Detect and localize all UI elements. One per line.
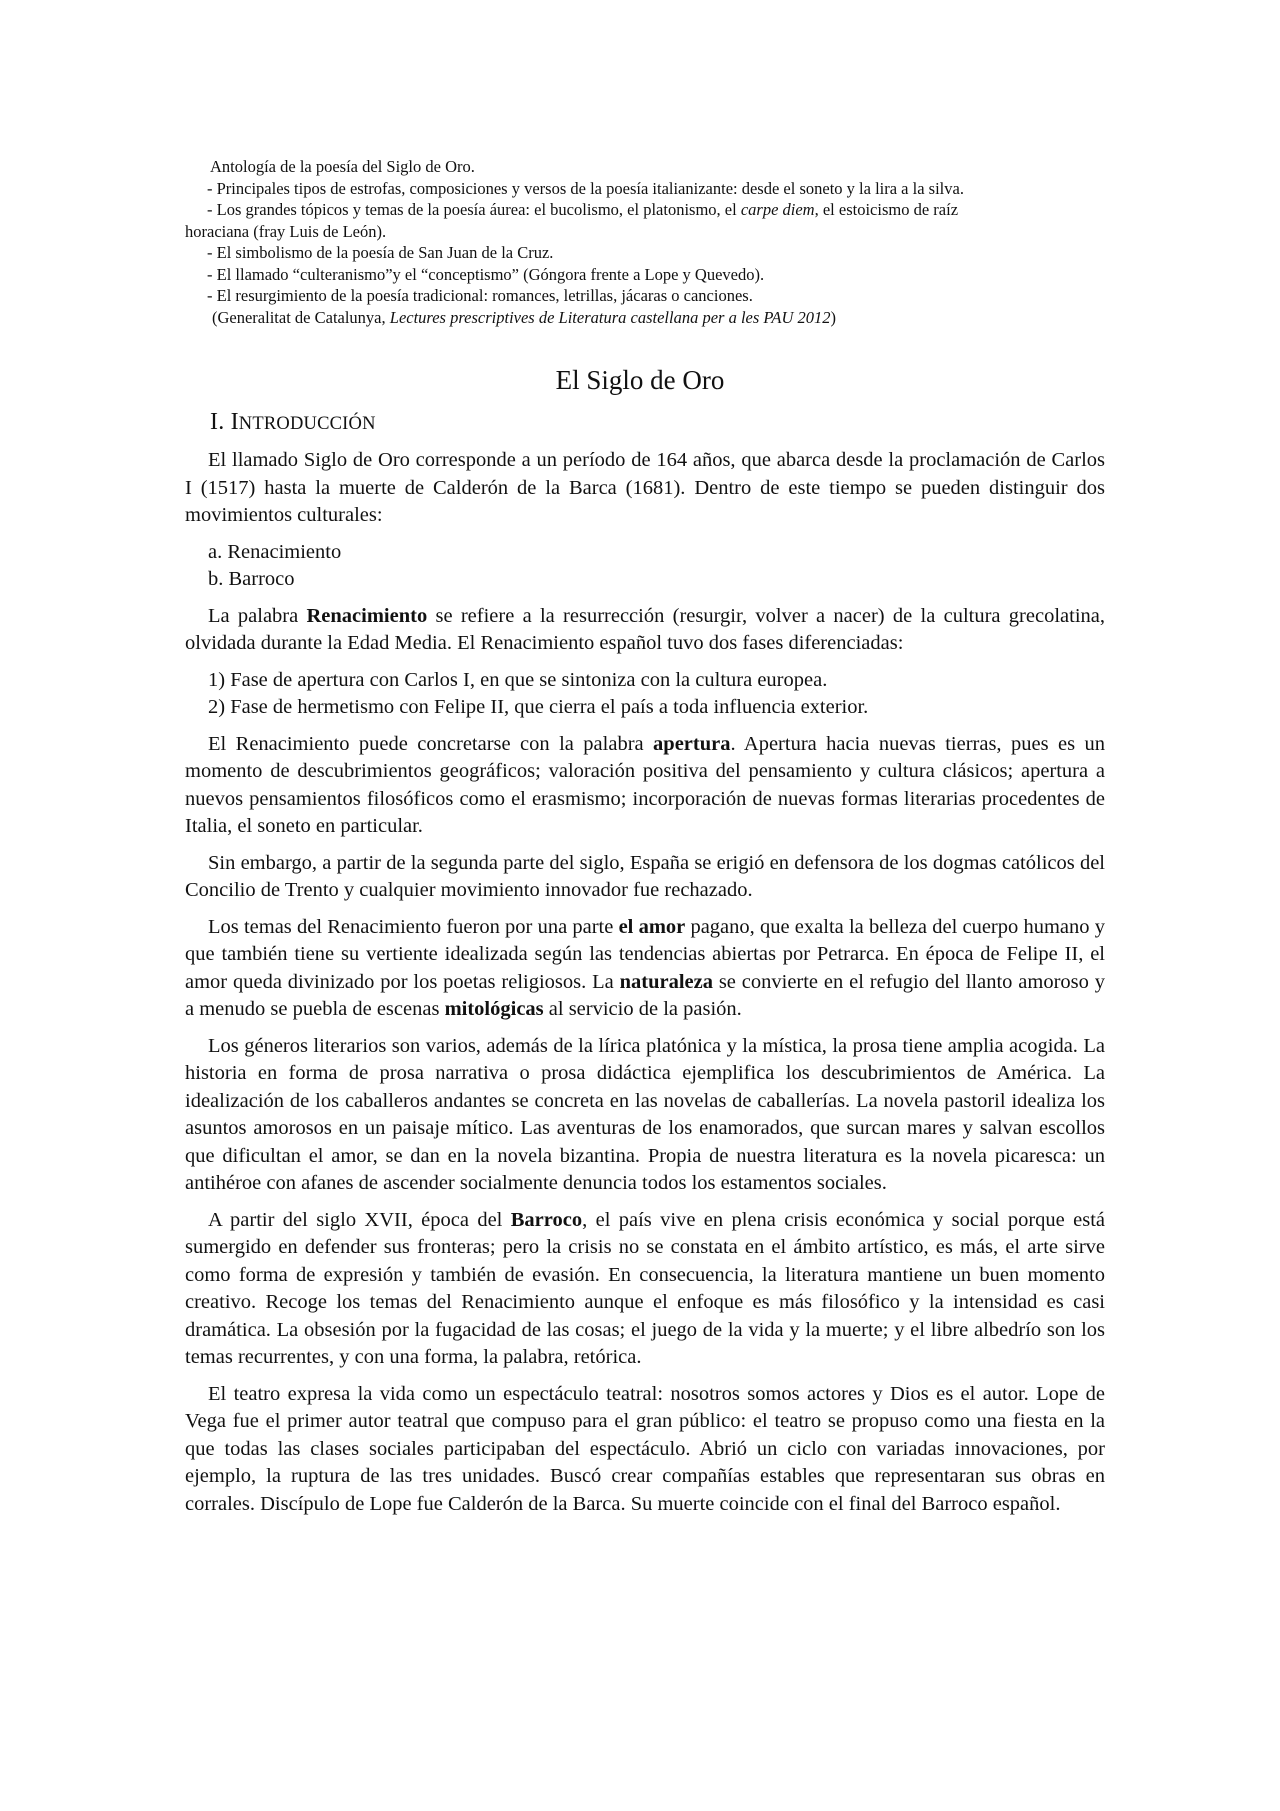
reading-list-item: - El llamado “culteranismo”y el “conceptismo” (Góngora frente a Lope y Quevedo). <box>207 264 765 284</box>
reading-list-title: Antología de la poesía del Siglo de Oro. <box>210 157 475 176</box>
paragraph: Sin embargo, a partir de la segunda parte del siglo, España se erigió en defensora de los dogmas católicos del Concilio de Trento y cualquier movimiento innovador fue rechazado. <box>185 851 1105 901</box>
reading-list-item-continuation: horaciana (fray Luis de León). <box>185 221 387 241</box>
paragraph: El llamado Siglo de Oro corresponde a un período de 164 años, que abarca desde la proclamación de Carlos I (1517) hasta la muerte de Calderón de la Barca (1681). Dentro de este tiempo se pueden distinguir dos movimientos culturales: <box>185 449 1105 526</box>
reading-list-item: - El simbolismo de la poesía de San Juan de la Cruz. <box>207 243 554 262</box>
reading-list-item: - El resurgimiento de la poesía tradicional: romances, letrillas, jácaras o canciones. <box>207 286 753 305</box>
body-text <box>185 447 1105 1527</box>
paragraph: Los géneros literarios son varios, además de la lírica platónica y la mística, la prosa tiene amplia acogida. La historia en forma de prosa narrativa o prosa didáctica ejemplifica los descubrimientos de América. La idealización de los caballeros andantes se concreta en las novelas de caballerías. La novela pastoril idealiza los asuntos amorosos en un paisaje mítico. Las aventuras de los enamorados, que surcan mares y salvan escollos que dificultan el amor, se dan en la novela bizantina. Propia de nuestra literatura es la novela picaresca: un antihéroe con afanes de ascender socialmente denuncia todos los estamentos sociales. <box>185 1034 1105 1194</box>
page-title: El Siglo de Oro <box>555 365 725 395</box>
paragraph: A partir del siglo XVII, época del Barroco, el país vive en plena crisis económica y social porque está sumergido en defender sus fronteras; pero la crisis no se constata en el ámbito artístico, es más, el arte sirve como forma de expresión y también de evasión. En consecuencia, la literatura mantiene un buen momento creativo. Recoge los temas del Renacimiento aunque el enfoque es más filosófico y la intensidad es casi dramática. La obsesión por la fugacidad de las cosas; el juego de la vida y la muerte; y el libre albedrío son los temas recurrentes, y con una forma, la palabra, retórica. <box>185 1208 1105 1368</box>
paragraph: La palabra Renacimiento se refiere a la resurrección (resurgir, volver a nacer) de la cultura grecolatina, olvidada durante la Edad Media. El Renacimiento español tuvo dos fases diferenciadas: <box>185 604 1105 654</box>
phases-list <box>208 667 1105 722</box>
reading-list-item: - Los grandes tópicos y temas de la poesía áurea: el bucolismo, el platonismo, el carpe diem, el estoicismo de raíz <box>207 200 959 219</box>
reading-list-source: (Generalitat de Catalunya, Lectures prescriptives de Literatura castellana per a les PAU 2012) <box>212 307 836 327</box>
paragraph: El Renacimiento puede concretarse con la palabra apertura. Apertura hacia nuevas tierras, pues es un momento de descubrimientos geográficos; valoración positiva del pensamiento y cultura clásicos; apertura a nuevos pensamientos filosóficos como el erasmismo; incorporación de nuevas formas literarias procedentes de Italia, el soneto en particular. <box>185 732 1105 837</box>
movements-list <box>208 539 1105 594</box>
list-item: a. Renacimiento <box>208 540 342 563</box>
reading-list-item: - Principales tipos de estrofas, composiciones y versos de la poesía italianizante: desde el soneto y la lira a la silva. <box>207 178 964 198</box>
reading-list <box>185 156 1105 328</box>
paragraph: Los temas del Renacimiento fueron por una parte el amor pagano, que exalta la belleza del cuerpo humano y que también tiene su vertiente idealizada según las tendencias abiertas por Petrarca. En época de Felipe II, el amor queda divinizado por los poetas religiosos. La naturaleza se convierte en el refugio del llanto amoroso y a menudo se puebla de escenas mitológicas al servicio de la pasión. <box>185 915 1105 1020</box>
list-item: 1) Fase de apertura con Carlos I, en que se sintoniza con la cultura europea. <box>208 668 828 691</box>
list-item: b. Barroco <box>208 568 295 590</box>
paragraph: El teatro expresa la vida como un espectáculo teatral: nosotros somos actores y Dios es el autor. Lope de Vega fue el primer autor teatral que compuso para el gran público: el teatro se propuso como una fiesta en la que todas las clases sociales participaban del espectáculo. Abrió un ciclo con variadas innovaciones, por ejemplo, la ruptura de las tres unidades. Buscó crear compañías estables que representaran sus obras en corrales. Discípulo de Lope fue Calderón de la Barca. Su muerte coincide con el final del Barroco español. <box>185 1382 1105 1515</box>
list-item: 2) Fase de hermetismo con Felipe II, que cierra el país a toda influencia exterior. <box>208 696 869 718</box>
section-heading: I. INTRODUCCIÓN <box>210 409 376 435</box>
